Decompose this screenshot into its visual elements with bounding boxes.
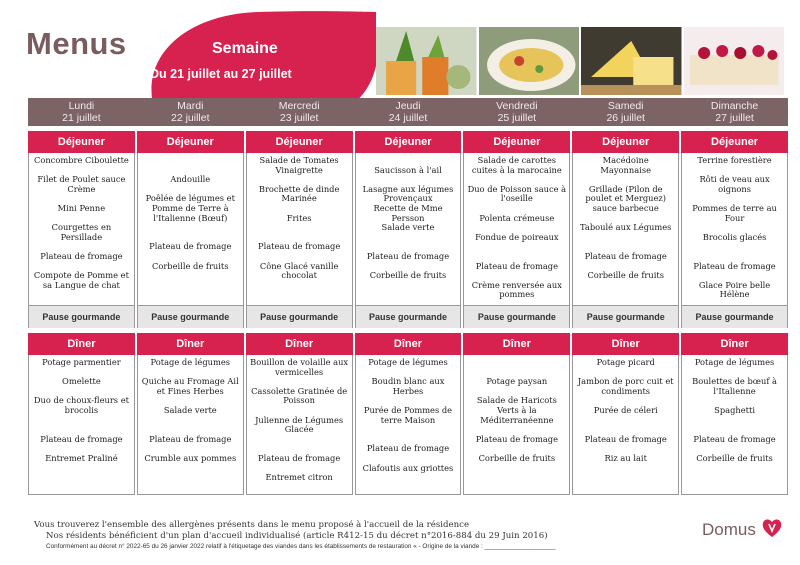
menu-item: Potage paysan (486, 376, 548, 387)
menu-item: Potage parmentier (42, 357, 121, 367)
menu-item: Taboulé aux Légumes (580, 222, 672, 233)
menu-item: Salade de carottes cuites à la marocaine (471, 155, 562, 175)
menu-item: Boudin blanc aux Herbes (371, 376, 445, 396)
day-header (463, 98, 570, 126)
pause-gourmande: Pause gourmande (137, 306, 244, 328)
day-name: Mercredi (278, 100, 320, 112)
menu-item: Lasagne aux légumes Provençaux (362, 183, 454, 204)
day-date: 27 juillet (715, 111, 754, 124)
dinner-menu (355, 355, 462, 495)
dinner-menu (28, 355, 135, 495)
menu-item: Corbeille de fruits (696, 452, 773, 463)
day-column-4 (463, 98, 570, 495)
menu-item: Plateau de fromage (475, 433, 558, 444)
week-label: Semaine (212, 40, 278, 57)
menu-item: Plateau de fromage (366, 250, 450, 261)
logo-heart-icon (761, 517, 783, 539)
day-column-0 (28, 98, 135, 495)
lunch-menu (681, 153, 788, 306)
menu-item: Fondue de poireaux (475, 231, 559, 242)
menu-item: Courgettes en Persillade (51, 222, 112, 242)
lunch-header: Déjeuner (572, 131, 679, 153)
day-date: 23 juillet (279, 111, 319, 124)
menu-item: Duo de Poisson sauce à l'oseille (467, 183, 567, 204)
menu-item: Concombre Ciboulette (34, 155, 129, 165)
menu-item: Duo de choux-fleurs et brocolis (33, 395, 129, 415)
dinner-header: Dîner (463, 333, 570, 355)
day-header (246, 98, 353, 126)
menu-item: Entremet citron (265, 472, 333, 483)
menu-item: Rôti de veau aux oignons (699, 174, 770, 194)
menu-item: Plateau de fromage (257, 241, 341, 252)
menu-item: Salade de Tomates Vinaigrette (259, 155, 339, 175)
menu-item: Plateau de fromage (584, 433, 667, 444)
day-name: Jeudi (395, 100, 421, 112)
menu-item: Pommes de terre au Four (692, 202, 777, 223)
lunch-menu (355, 153, 462, 306)
menu-item: Plateau de fromage (40, 250, 123, 261)
day-header (28, 98, 135, 126)
pause-gourmande: Pause gourmande (28, 306, 135, 328)
dinner-header: Dîner (137, 333, 244, 355)
menu-item: Plateau de fromage (366, 443, 450, 454)
menu-item: Recette de Mme Persson (373, 202, 443, 223)
pause-gourmande: Pause gourmande (355, 306, 462, 328)
day-column-5 (572, 98, 679, 495)
day-name: Vendredi (496, 100, 538, 112)
lunch-menu (28, 153, 135, 306)
dinner-header: Dîner (246, 333, 353, 355)
menu-item: Julienne de Légumes Glacée (255, 414, 344, 435)
dinner-menu (463, 355, 570, 495)
meat-origin-note: Conformément au décret n° 2022-65 du 26 janvier 2022 relatif à l'étiquetage des viandes dans les établissements de restauration « - Origine de la viande : ____________________ (46, 543, 556, 550)
pause-gourmande: Pause gourmande (681, 306, 788, 328)
menu-item: Entremet Praliné (45, 452, 118, 463)
lunch-menu (246, 153, 353, 306)
day-header (572, 98, 679, 126)
accueil-note: Nos résidents bénéficient d'un plan d'accueil individualisé (article R412-15 du décret n°2016-884 du 29 Juin 2016) (46, 531, 548, 541)
day-column-1 (137, 98, 244, 495)
menu-grid (28, 98, 788, 495)
menu-item: Plateau de fromage (149, 433, 232, 444)
menu-item: Corbeille de fruits (587, 270, 664, 281)
menu-item: Spaghetti (714, 404, 755, 415)
menu-item: Macédoine Mayonnaise (600, 155, 651, 175)
menu-item: Riz au lait (604, 452, 647, 463)
day-header (355, 98, 462, 126)
dinner-menu (246, 355, 353, 495)
menu-item: Corbeille de fruits (478, 452, 556, 463)
menu-item: Grillade (Pilon de poulet et Merguez) sauce barbecue (585, 183, 667, 213)
menu-item: Brocolis glacés (702, 231, 767, 242)
menu-item: Poêlée de légumes et Pomme de Terre à l'Italienne (Bœuf) (145, 193, 235, 223)
day-date: 24 juillet (388, 111, 428, 124)
menu-item: Bouillon de volaille aux vermicelles (250, 357, 349, 377)
menu-item: Plateau de fromage (257, 452, 341, 463)
day-date: 25 juillet (497, 111, 537, 124)
menu-item: Potage picard (596, 357, 655, 367)
menu-item: Omelette (62, 376, 101, 387)
lunch-header: Déjeuner (137, 131, 244, 153)
dinner-header: Dîner (572, 333, 679, 355)
menu-item: Purée de céleri (593, 404, 658, 415)
menu-item: Polenta crémeuse (479, 212, 555, 223)
photo-cherry-tart (684, 27, 785, 95)
pause-gourmande: Pause gourmande (463, 306, 570, 328)
menu-item: Plateau de fromage (149, 241, 232, 252)
day-header (681, 98, 788, 126)
day-date: 26 juillet (606, 111, 645, 124)
menu-item: Clafoutis aux griottes (362, 462, 454, 473)
menu-item: Plateau de fromage (693, 433, 776, 444)
photo-salad-glasses (376, 27, 477, 95)
menu-item: Salade de Haricots Verts à la Méditerranéenne (476, 395, 557, 425)
dinner-header: Dîner (355, 333, 462, 355)
dinner-menu (681, 355, 788, 495)
menu-item: Plateau de fromage (693, 260, 776, 271)
menu-item: Compote de Pomme et sa Langue de chat (33, 270, 129, 290)
menu-item: Cône Glacé vanille chocolat (259, 260, 339, 281)
page-title: Menus (26, 26, 127, 61)
menu-item: Brochette de dinde Marinée (258, 183, 340, 204)
menu-item: Corbeille de fruits (369, 270, 447, 281)
menu-item: Glace Poire belle Hélène (698, 279, 771, 300)
menu-item: Plateau de fromage (40, 433, 123, 444)
photo-pasta-dish (479, 27, 580, 95)
menu-item: Quiche au Fromage Ail et Fines Herbes (141, 376, 239, 396)
menu-item: Potage de légumes (150, 357, 231, 367)
day-name: Mardi (177, 100, 204, 112)
pause-gourmande: Pause gourmande (572, 306, 679, 328)
day-header (137, 98, 244, 126)
lunch-header: Déjeuner (28, 131, 135, 153)
menu-item: Crème renversée aux pommes (471, 279, 562, 300)
lunch-menu (137, 153, 244, 306)
menu-item: Salade verte (163, 404, 217, 415)
day-name: Lundi (68, 100, 95, 112)
menu-item: Terrine forestière (697, 155, 772, 165)
allergen-note: Vous trouverez l'ensemble des allergènes présents dans le menu proposé à l'accueil de la résidence (34, 520, 470, 530)
menu-item: Crumble aux pommes (144, 452, 237, 463)
menu-item: Purée de Pommes de terre Maison (363, 404, 453, 425)
menu-item: Salade verte (381, 222, 435, 233)
day-column-6 (681, 98, 788, 495)
dinner-menu (137, 355, 244, 495)
day-date: 21 juillet (62, 111, 101, 124)
day-name: Dimanche (710, 100, 759, 112)
menu-item: Frites (286, 212, 312, 223)
menu-item: Potage de légumes (368, 357, 448, 367)
dinner-menu (572, 355, 679, 495)
domusvi-logo: Domus (702, 520, 756, 539)
day-column-3 (355, 98, 462, 495)
lunch-header: Déjeuner (681, 131, 788, 153)
lunch-menu (572, 153, 679, 306)
menu-item: Saucisson à l'ail (374, 164, 442, 175)
menu-item: Boulettes de bœuf à l'Italienne (692, 376, 777, 396)
dinner-header: Dîner (28, 333, 135, 355)
menu-item: Cassolette Gratinée de Poisson (251, 385, 348, 406)
menu-item: Jambon de porc cuit et condiments (577, 376, 674, 396)
dinner-header: Dîner (681, 333, 788, 355)
week-dates: Du 21 juillet au 27 juillet (150, 67, 292, 81)
lunch-header: Déjeuner (246, 131, 353, 153)
menu-item: Mini Penne (57, 202, 106, 213)
menu-item: Plateau de fromage (584, 250, 667, 261)
menu-item: Plateau de fromage (475, 260, 558, 271)
menu-item: Potage de légumes (694, 357, 775, 367)
menu-item: Filet de Poulet sauce Crème (37, 174, 126, 194)
day-date: 22 juillet (171, 111, 210, 124)
lunch-header: Déjeuner (355, 131, 462, 153)
food-photo-strip (376, 27, 784, 95)
lunch-menu (463, 153, 570, 306)
menu-item: Corbeille de fruits (152, 260, 229, 271)
menu-item: Andouille (170, 174, 211, 185)
day-name: Samedi (607, 100, 644, 112)
lunch-header: Déjeuner (463, 131, 570, 153)
day-column-2 (246, 98, 353, 495)
photo-cheese (581, 27, 682, 95)
pause-gourmande: Pause gourmande (246, 306, 353, 328)
